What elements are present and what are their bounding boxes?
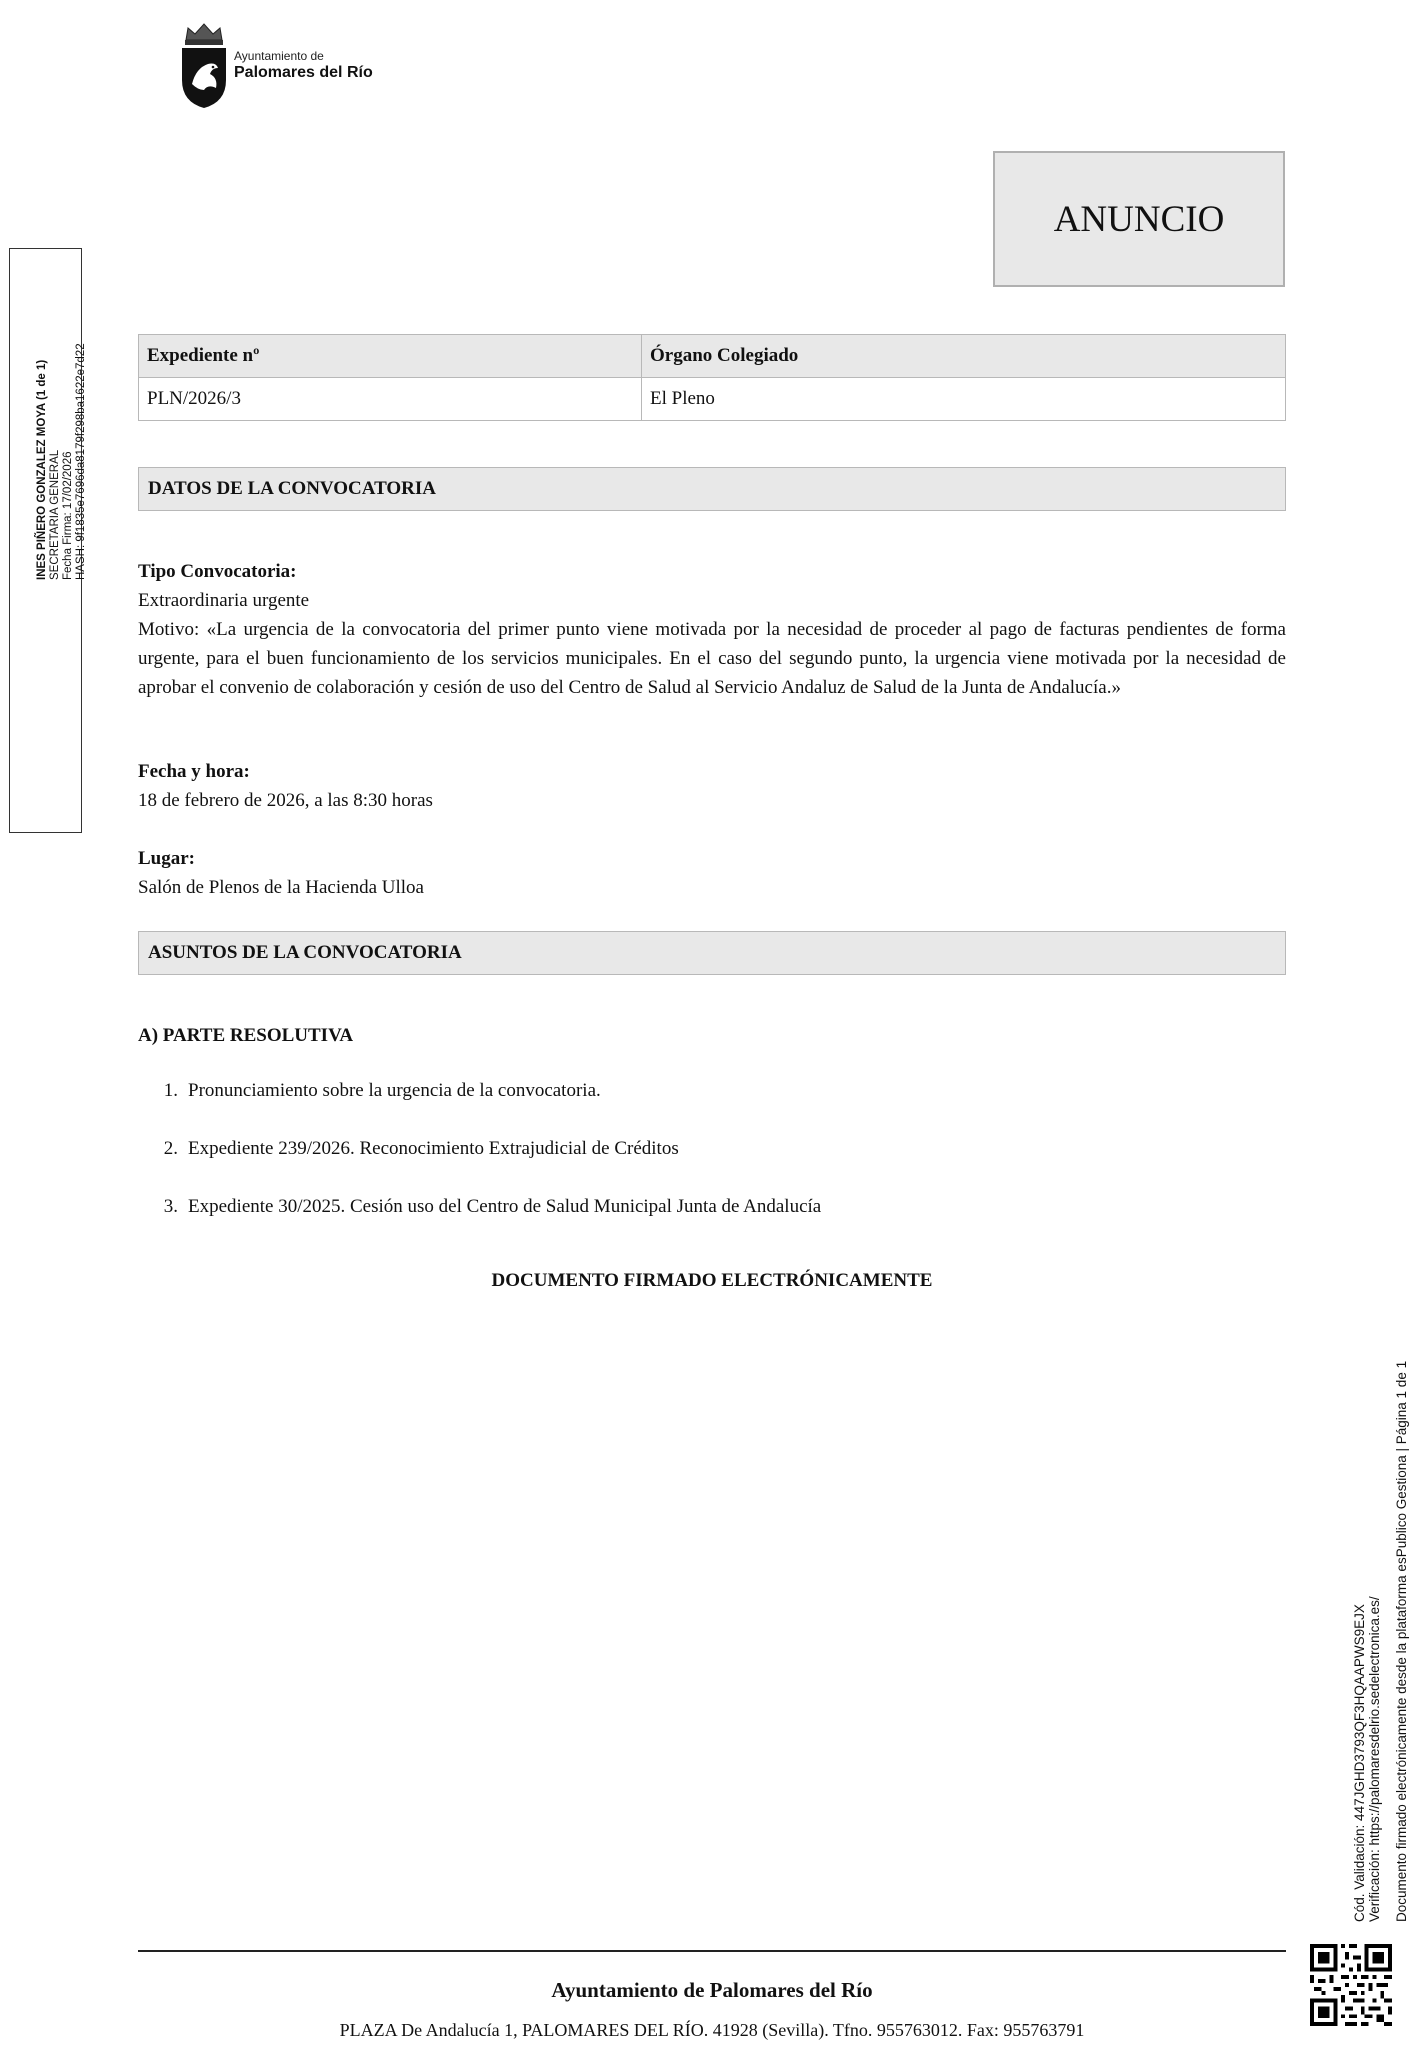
agenda-item-text: Pronunciamiento sobre la urgencia de la convocatoria. <box>188 1080 601 1101</box>
header-table-value-row <box>139 378 1286 421</box>
validation-url[interactable]: Verificación: https://palomaresdelrio.sedelectronica.es/ <box>1367 1596 1382 1922</box>
signer-role: SECRETARIA GENERAL <box>49 449 61 580</box>
agenda-item-number: 2. <box>163 1138 178 1159</box>
signed-notice: DOCUMENTO FIRMADO ELECTRÓNICAMENTE <box>491 1270 933 1291</box>
agenda-item-text: Expediente 239/2026. Reconocimiento Extrajudicial de Créditos <box>188 1138 679 1159</box>
agenda-item-number: 3. <box>163 1196 178 1217</box>
validation-platform: Documento firmado electrónicamente desde la plataforma esPublico Gestiona | Página 1 de 1 <box>1394 1360 1409 1922</box>
footer-divider <box>138 1950 1286 1952</box>
signature-date: Fecha Firma: 17/02/2026 <box>62 451 74 580</box>
part-title: A) PARTE RESOLUTIVA <box>138 1025 354 1046</box>
header-col1-value: PLN/2026/3 <box>139 378 642 421</box>
lugar-label: Lugar: <box>138 848 195 869</box>
lugar-block <box>138 844 1286 902</box>
agenda-item <box>150 1138 679 1160</box>
header-col1-label: Expediente nº <box>139 335 642 378</box>
agenda-item <box>150 1080 601 1102</box>
fecha-block <box>138 757 1286 815</box>
footer-organization: Ayuntamiento de Palomares del Río <box>551 1978 873 2002</box>
datos-section-title: DATOS DE LA CONVOCATORIA <box>148 478 437 499</box>
header-table-head-row <box>139 335 1286 378</box>
lugar-value: Salón de Plenos de la Hacienda Ulloa <box>138 877 424 898</box>
agenda-item <box>150 1196 821 1218</box>
logo-line-2: Palomares del Río <box>234 63 373 81</box>
validation-code: Cód. Validación: 447JGHD3793QF3HQAAPWS9EJX <box>1352 1604 1367 1922</box>
signer-name: INES PIÑERO GONZALEZ MOYA (1 de 1) <box>36 359 48 580</box>
asuntos-section-title: ASUNTOS DE LA CONVOCATORIA <box>148 942 462 963</box>
tipo-value: Extraordinaria urgente <box>138 590 310 611</box>
footer-address: PLAZA De Andalucía 1, PALOMARES DEL RÍO. 41928 (Sevilla). Tfno. 955763012. Fax: 955763791 <box>339 2020 1085 2040</box>
agenda-item-number: 1. <box>163 1080 178 1101</box>
signature-hash: HASH: 9f1835e7696da8179f298ba1622e7d22 <box>75 343 87 580</box>
tipo-label: Tipo Convocatoria: <box>138 561 297 582</box>
logo-line-1: Ayuntamiento de <box>234 49 324 63</box>
coat-of-arms-icon <box>178 18 230 110</box>
agenda-item-text: Expediente 30/2025. Cesión uso del Centro de Salud Municipal Junta de Andalucía <box>188 1196 822 1217</box>
logo-text <box>234 50 373 82</box>
fecha-value: 18 de febrero de 2026, a las 8:30 horas <box>138 790 433 811</box>
fecha-label: Fecha y hora: <box>138 761 250 782</box>
document-title-box <box>993 151 1285 287</box>
datos-section-header <box>138 467 1286 511</box>
validation-text <box>1352 1596 1382 1922</box>
document-title: ANUNCIO <box>1053 198 1225 240</box>
asuntos-section-header <box>138 931 1286 975</box>
qr-code <box>1310 1944 1392 2026</box>
motivo-text: Motivo: «La urgencia de la convocatoria del primer punto viene motivada por la necesidad de proceder al pago de facturas pendientes de forma urgente, para el buen funcionamiento de los servicios municipales. En el caso del segundo punto, la urgencia viene motivada por la necesidad de aprobar el convenio de colaboración y cesión de uso del Centro de Salud al Servicio Andaluz de Salud de la Junta de Andalucía.» <box>138 619 1286 698</box>
datos-body <box>138 557 1286 702</box>
qr-code-icon <box>1310 1944 1392 2026</box>
header-table <box>138 334 1286 421</box>
header-col2-value: El Pleno <box>642 378 1286 421</box>
header-col2-label: Órgano Colegiado <box>642 335 1286 378</box>
signature-text <box>36 343 88 580</box>
